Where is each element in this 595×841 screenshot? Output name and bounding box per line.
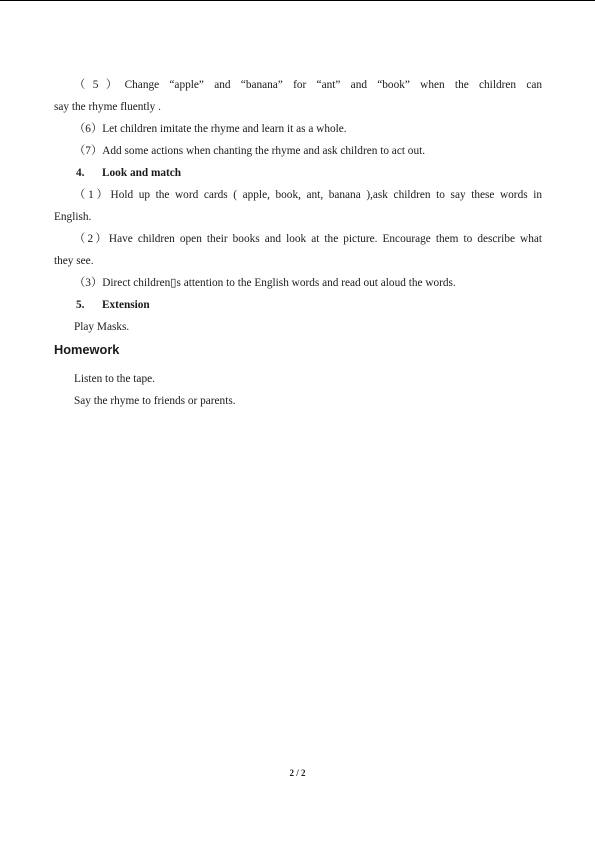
page-number: 2 / 2 <box>289 768 306 778</box>
section-4-heading <box>54 162 542 184</box>
homework-item: Say the rhyme to friends or parents. <box>74 395 236 407</box>
section-5-heading <box>54 294 542 316</box>
step-7: （7）Add some actions when chanting the rhyme and ask children to act out. <box>74 145 426 157</box>
section-5-title: Extension <box>102 299 150 311</box>
header-rule <box>0 0 595 1</box>
section-4-number: 4. <box>76 167 85 179</box>
section-4-title: Look and match <box>102 167 182 179</box>
section-5-number: 5. <box>76 299 85 311</box>
document-body <box>54 74 542 412</box>
extension-text: Play Masks. <box>74 321 130 333</box>
homework-item: Listen to the tape. <box>74 373 155 385</box>
step-5-line-2: say the rhyme fluently . <box>54 101 161 113</box>
step-5-line-1: （5）Change “apple” and “banana” for “ant” and “book” when the children can <box>74 79 542 91</box>
homework-heading: Homework <box>54 342 120 357</box>
match-2-line-1: （2）Have children open their books and look at the picture. Encourage them to describe what <box>74 233 542 245</box>
match-1-line-1: （1）Hold up the word cards ( apple, book, ant, banana ),ask children to say these words in <box>74 189 542 201</box>
match-3: （3）Direct children▯s attention to the English words and read out aloud the words. <box>74 277 456 289</box>
step-6: （6）Let children imitate the rhyme and learn it as a whole. <box>74 123 347 135</box>
match-2-line-2: they see. <box>54 255 94 267</box>
match-1-line-2: English. <box>54 211 92 223</box>
